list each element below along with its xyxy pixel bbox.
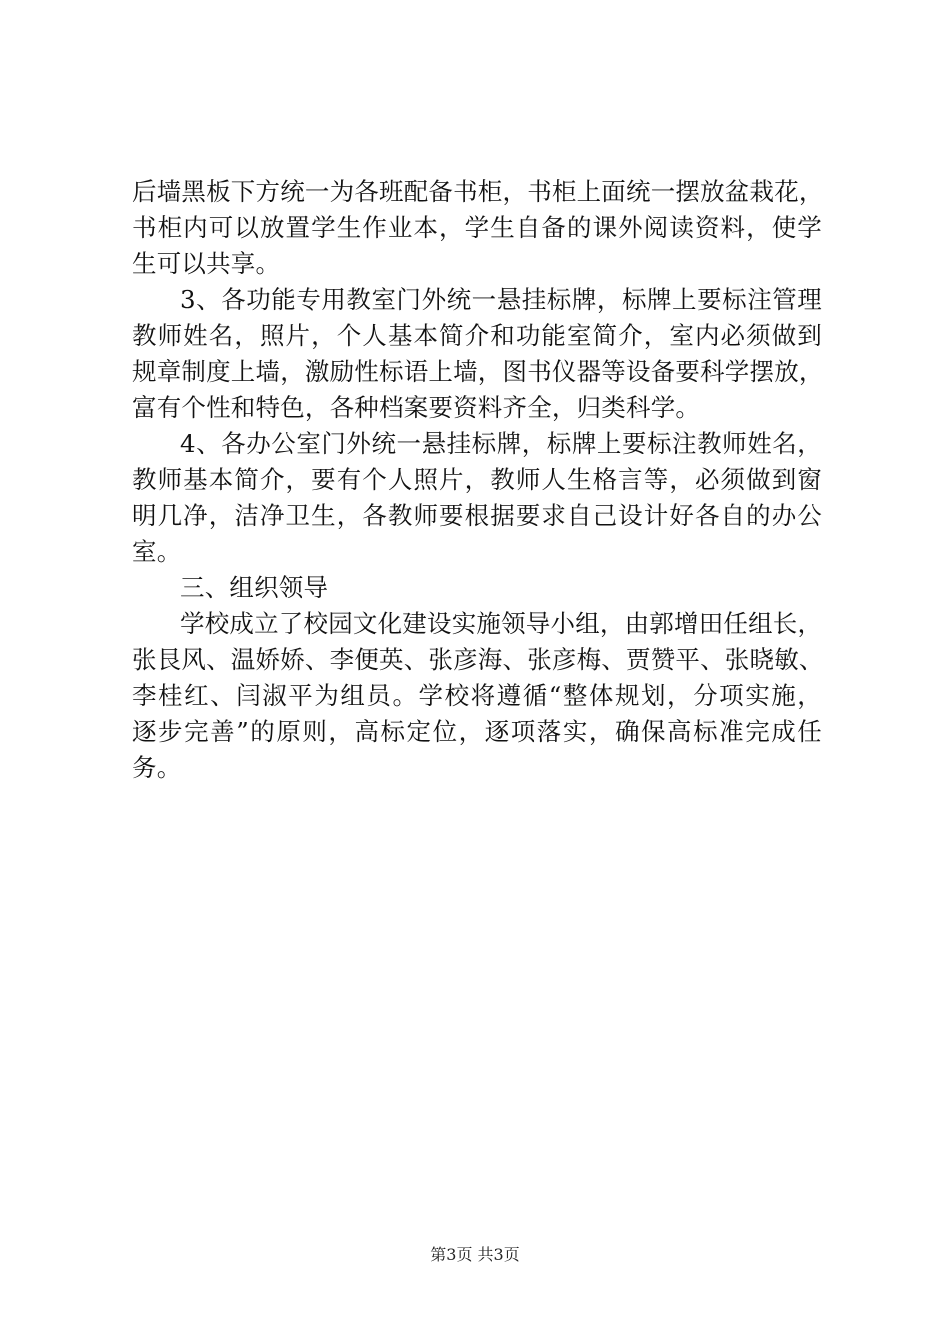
text-line: 教师基本简介，要有个人照片，教师人生格言等，必须做到窗 [132,465,822,494]
text-line: 生可以共享。 [132,249,281,278]
text-line: 室。 [132,537,182,566]
section-heading: 三、组织领导 [180,573,329,602]
text-line: 富有个性和特色，各种档案要资料齐全，归类科学。 [132,393,701,422]
text-line: 张艮风、温娇娇、李便英、张彦海、张彦梅、贾赞平、张晓敏、 [132,645,824,674]
text-line: 教师姓名，照片，个人基本简介和功能室简介，室内必须做到 [132,321,822,350]
text-line: 书柜内可以放置学生作业本，学生自备的课外阅读资料，使学 [132,213,822,242]
document-body [132,174,822,786]
text-line: 规章制度上墙，激励性标语上墙，图书仪器等设备要科学摆放， [132,357,824,386]
text-line: 李桂红、闫淑平为组员。学校将遵循“整体规划，分项实施， [132,681,822,710]
page-footer: 第3页 共3页 [430,1245,520,1264]
text-line: 务。 [132,753,182,782]
text-line: 4、各办公室门外统一悬挂标牌，标牌上要标注教师姓名， [180,429,822,458]
text-line: 逐步完善”的原则，高标定位，逐项落实，确保高标准完成任 [132,717,822,746]
text-line: 3、各功能专用教室门外统一悬挂标牌，标牌上要标注管理 [180,285,822,314]
text-line: 后墙黑板下方统一为各班配备书柜，书柜上面统一摆放盆栽花， [132,177,824,206]
text-line: 明几净，洁净卫生，各教师要根据要求自己设计好各自的办公 [132,501,822,530]
text-line: 学校成立了校园文化建设实施领导小组，由郭增田任组长， [180,609,823,638]
